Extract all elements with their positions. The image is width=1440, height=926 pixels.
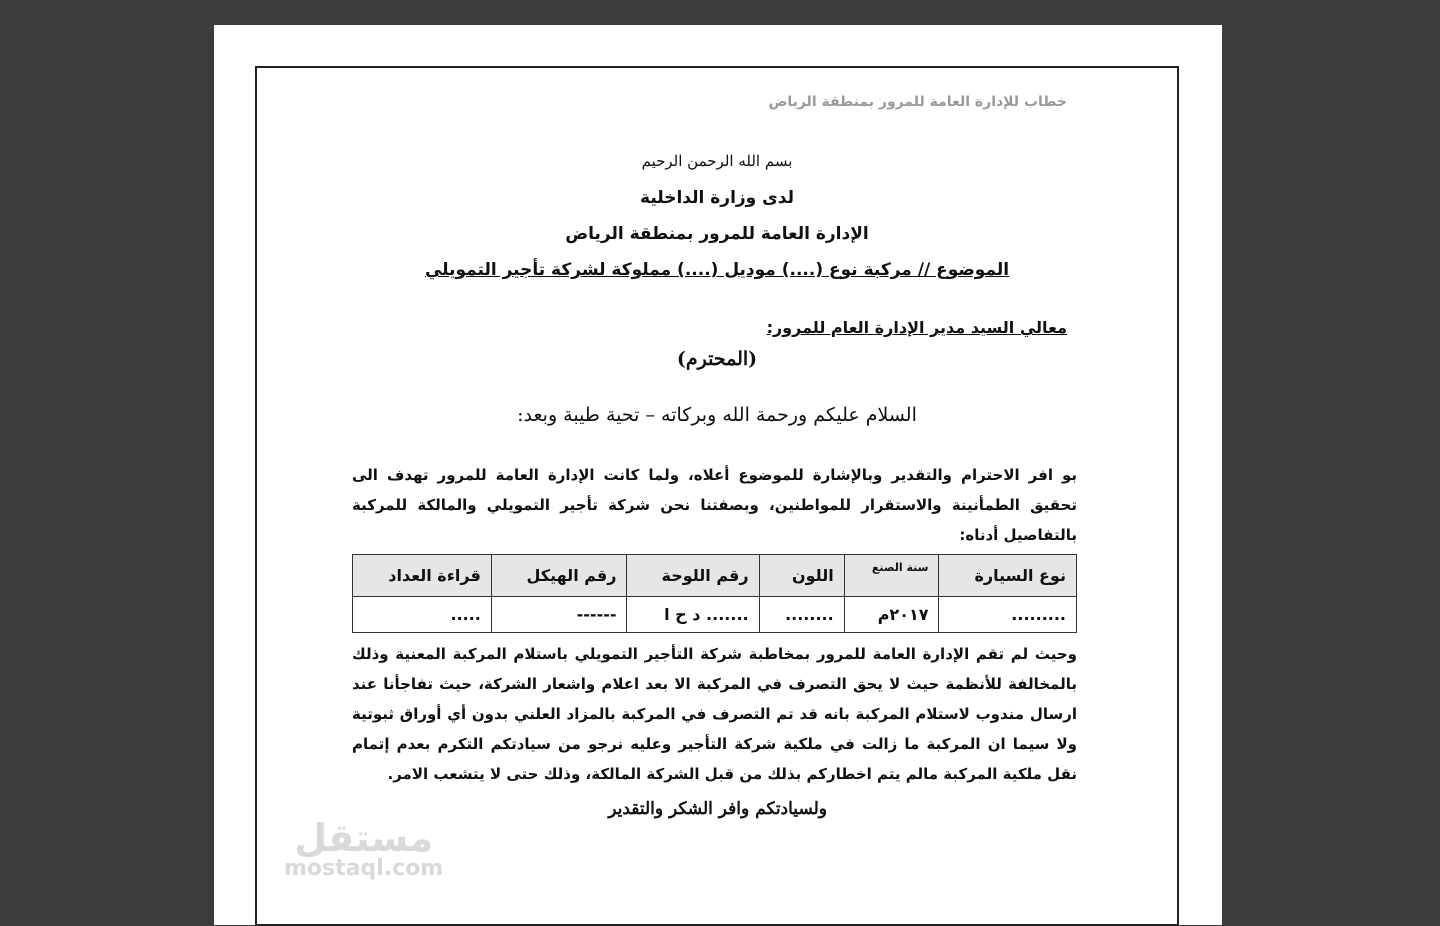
recipient-ministry: لدى وزارة الداخلية — [640, 188, 794, 208]
watermark-arabic: مستقل — [294, 816, 434, 860]
greeting: السلام عليكم ورحمة الله وبركاته – تحية طيبة وبعد: — [517, 404, 917, 426]
subject-line: الموضوع // مركبة نوع (....) موديل (....) مملوكة لشركة تأجير التمويلي — [424, 260, 1010, 280]
closing: ولسيادتكم وافر الشكر والتقدير — [608, 799, 827, 819]
table-header-row — [353, 555, 1077, 597]
cell-odometer: ..... — [353, 597, 492, 633]
cell-color: ........ — [759, 597, 844, 633]
intro-paragraph: بو افر الاحترام والتقدير وبالإشارة للموضوع أعلاه، ولما كانت الإدارة العامة للمرور تهدف الى تحقيق الطمأنينة والاستقرار للمواطنين، وبصفتنا نحن شركة تأجير التمويلي والمالكة للمركبة بالتفاصيل أدناه: — [352, 466, 1077, 544]
body-paragraph: وحيث لم تقم الإدارة العامة للمرور بمخاطبة شركة التأجير التمويلي باستلام المركبة المعنية وذلك بالمخالفة للأنظمة حيث لا يحق التصرف في المركبة الا بعد اعلام واشعار الشركة، حيث تفاجأنا عند ارسال مندوب لاستلام المركبة بانه قد تم التصرف في المركبة بالمزاد العلني بدون أي أوراق ثبوتية ولا سيما ان المركبة ما زالت في ملكية شركة التأجير وعليه نرجو من سيادتكم التكرم بعدم إتمام نقل ملكية المركبة مالم يتم اخطاركم بذلك من قبل الشركة المالكة، وذلك حتى لا يتشعب الامر. — [352, 645, 1077, 783]
header-year: سنة الصنع — [844, 555, 939, 597]
watermark-logo — [284, 816, 444, 881]
header-color: اللون — [759, 555, 844, 597]
header-car-type: نوع السيارة — [939, 555, 1077, 597]
vehicle-details-table — [352, 554, 1077, 633]
page-border — [255, 66, 1179, 926]
letter-body — [352, 460, 1077, 819]
document-page — [214, 25, 1222, 925]
watermark-latin: mostaql.com — [284, 856, 444, 881]
addressee: معالي السيد مدير الإدارة العام للمرور: — [766, 318, 1067, 337]
header-note: خطاب للإدارة العامة للمرور بمنطقة الرياض — [768, 94, 1067, 110]
honorific: (المحترم) — [676, 348, 758, 370]
recipient-department: الإدارة العامة للمرور بمنطقة الرياض — [565, 224, 869, 244]
header-odometer: قراءة العداد — [353, 555, 492, 597]
cell-year: ٢٠١٧م — [844, 597, 939, 633]
header-plate: رقم اللوحة — [627, 555, 759, 597]
table-row — [353, 597, 1077, 633]
cell-chassis: ------ — [491, 597, 627, 633]
basmala: بسم الله الرحمن الرحيم — [641, 152, 793, 170]
cell-car-type: ......... — [939, 597, 1077, 633]
header-chassis: رقم الهيكل — [491, 555, 627, 597]
cell-plate: ....... د ح ا — [627, 597, 759, 633]
